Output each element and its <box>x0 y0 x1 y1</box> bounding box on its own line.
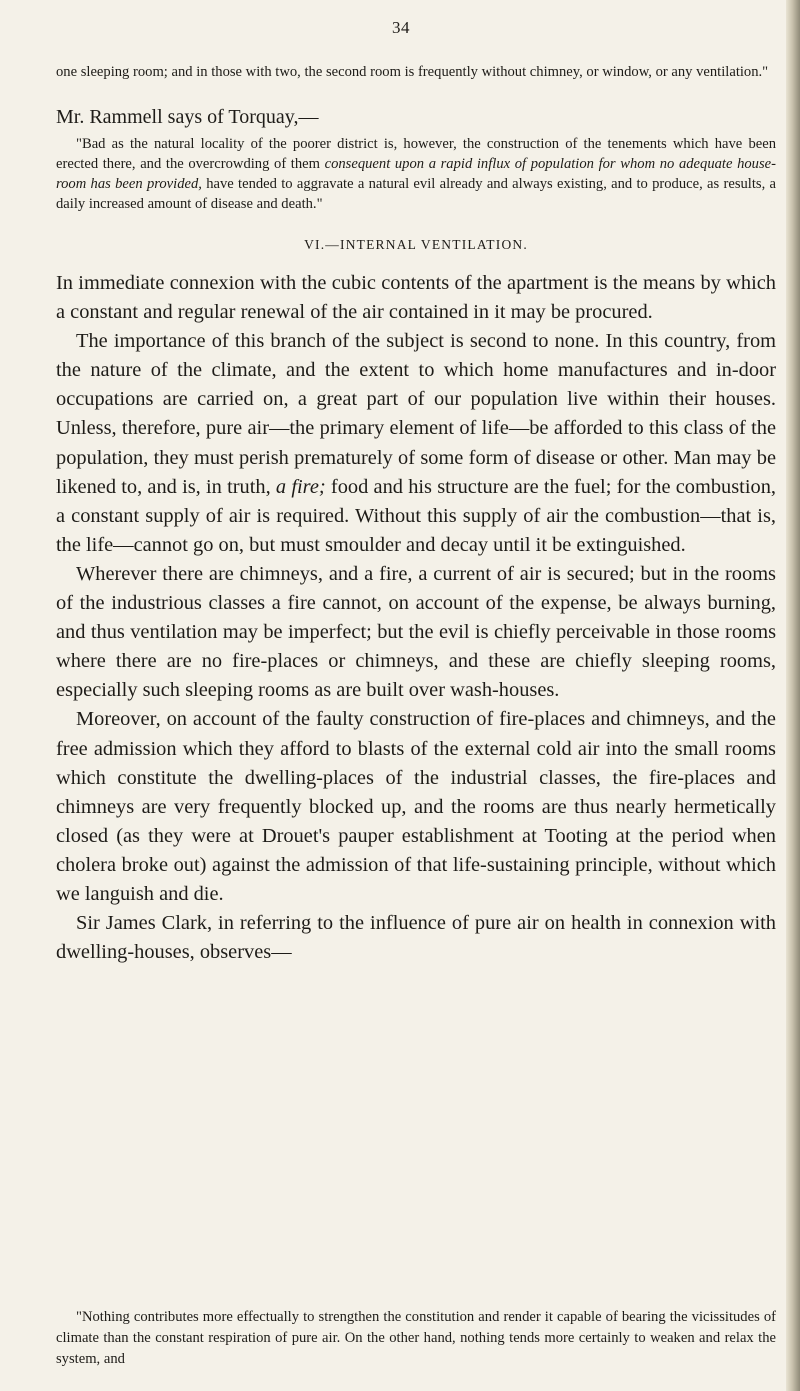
speaker-line: Mr. Rammell says of Torquay,— <box>56 106 319 128</box>
section-heading-block <box>56 237 776 253</box>
rammell-quote-part2: have tended to aggravate a natural evil already and always existing, and to produce, as results, a daily increased amount of disease and death." <box>56 176 776 212</box>
clark-quote-text: "Nothing contributes more effectually to strengthen the constitution and render it capable of bearing the vicissitudes of climate than the constant respiration of pure air. On the other hand, nothing tends more certainly to weaken and relax the system, and <box>56 1309 776 1367</box>
paragraph-2-text: The importance of this branch of the subject is second to none. In this country, from the nature of the climate, and the extent to which home manufactures and in-door occupations are carried on, a great part of our population live within their houses. Unless, therefore, pure air—the primary element of life—be afforded to this class of the population, they must perish prematurely of some form of disease or other. Man may be likened to, and is, in truth, <box>56 330 776 498</box>
paragraph-1: In immediate connexion with the cubic contents of the apartment is the means by which a constant and regular renewal of the air contained in it may be procured. <box>56 272 776 324</box>
speaker-block <box>56 104 776 130</box>
rammell-quote-part1: "Bad as the natural locality of the poorer district is, however, the construction of the tenements which have been erected there, and the overcrowding of them <box>56 136 776 172</box>
top-quote-continuation <box>56 62 776 82</box>
page-number: 34 <box>392 18 410 37</box>
paragraph-4: Moreover, on account of the faulty construction of fire-places and chimneys, and the free admission which they afford to blasts of the external cold air into the small rooms which constitute the dwelling-places of the industrial classes, the fire-places and chimneys are very frequently blocked up, and the rooms are thus nearly hermetically closed (as they were at Drouet's pauper establishment at Tooting at the period when cholera broke out) against the admission of that life-sustaining principle, without which we languish and die. <box>56 708 776 905</box>
paragraph-2 <box>56 327 776 560</box>
paragraph-5: Sir James Clark, in referring to the influence of pure air on health in connexion with dwelling-houses, observes— <box>56 912 776 964</box>
clark-quote <box>56 1307 776 1370</box>
rammell-quote-italic: consequent upon a rapid influx of population for whom no adequate house-room has been provided, <box>56 156 776 192</box>
paragraph-3: Wherever there are chimneys, and a fire, a current of air is secured; but in the rooms of the industrious classes a fire cannot, on account of the expense, be always burning, and thus ventilation may be imperfect; but the evil is chiefly perceivable in those rooms where there are no fire-places or chimneys, and these are chiefly sleeping rooms, especially such sleeping rooms as are built over wash-houses. <box>56 562 776 702</box>
paragraph-2-end: food and his structure are the fuel; for the combustion, a constant supply of air is required. Without this supply of air the combustion—that is, the life—cannot go on, but must smoulder and decay until it be extinguished. <box>56 475 776 556</box>
paragraph-2-italic: a fire; <box>275 475 326 498</box>
section-heading: VI.—INTERNAL VENTILATION. <box>304 237 528 252</box>
page-edge-shadow <box>786 0 800 1391</box>
rammell-quote <box>56 134 776 214</box>
body-text <box>56 269 776 967</box>
top-quote-text: one sleeping room; and in those with two, the second room is frequently without chimney, or window, or any ventilation." <box>56 64 769 80</box>
